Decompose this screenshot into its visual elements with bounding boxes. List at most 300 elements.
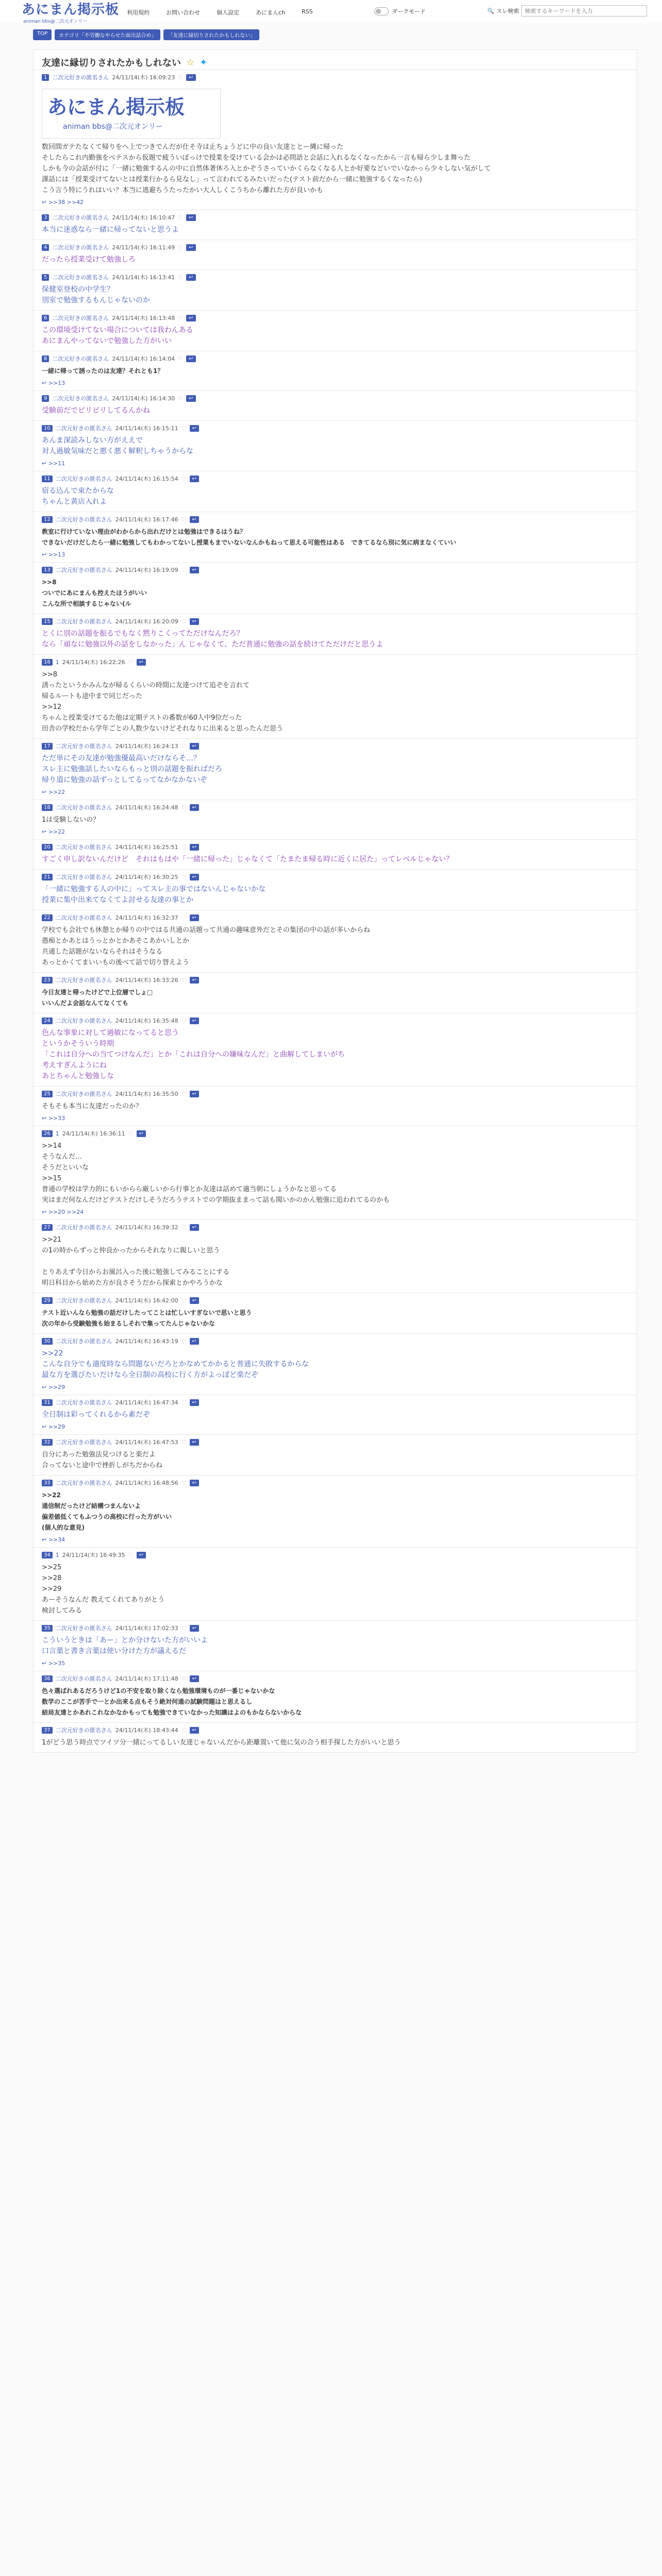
post-meta	[42, 617, 628, 625]
reply-button[interactable]: ↩	[190, 874, 199, 880]
breadcrumb-item[interactable]: カテゴリ「不労働なやらせた面出話合め」	[55, 29, 160, 40]
post-number[interactable]: 17	[42, 743, 53, 750]
post-date: 24/11/14(木) 16:42:00	[115, 1297, 178, 1304]
heart-icon[interactable]: ♡	[181, 976, 187, 984]
heart-icon[interactable]: ♡	[181, 1726, 187, 1734]
poster-name: 二次元好きの匿名さん	[55, 1297, 112, 1304]
post-meta	[42, 1129, 628, 1138]
post-number[interactable]: 12	[42, 516, 53, 523]
nav-item[interactable]: お問い合わせ	[166, 9, 200, 16]
post-meta	[42, 1016, 628, 1025]
breadcrumb-item[interactable]: 「友達に縁切りされたかもしれない」	[163, 29, 259, 40]
heart-icon[interactable]: ♡	[181, 1297, 187, 1304]
post-number[interactable]: 20	[42, 844, 53, 851]
nav-item[interactable]: あにまんch	[256, 9, 286, 16]
post-body: とくに別の話題を振るでもなく黙りこくってただけなんだろ？ なら「頑なに勉強以外の話をしなかった」ん じゃなくて、ただ普通に勉強の話を続けてただけだと思うよ	[42, 630, 384, 649]
post-body: 保健室登校の中学生？ 別室で勉強するもんじゃないのか	[42, 285, 150, 304]
heart-icon[interactable]: ♡	[178, 74, 184, 81]
poster-name: 二次元好きの匿名さん	[55, 1338, 112, 1345]
reply-link[interactable]: >>35	[48, 1660, 65, 1667]
post-body: 1は受験しないの？	[42, 816, 100, 824]
heart-icon[interactable]: ♡	[128, 1551, 134, 1558]
post-number[interactable]: 30	[42, 1338, 53, 1345]
post-date: 24/11/14(木) 16:11:49	[112, 244, 175, 251]
post-date: 24/11/14(木) 16:10:47	[112, 214, 175, 221]
post-meta	[42, 1726, 628, 1734]
reply-button[interactable]: ↩	[190, 1727, 199, 1734]
post-date: 24/11/14(木) 16:25:51	[115, 844, 178, 851]
reply-arrow-icon: ↩	[42, 460, 48, 467]
reply-arrow-icon: ↩	[42, 1660, 48, 1667]
post-number[interactable]: 22	[42, 914, 53, 921]
reply-link[interactable]: >>13	[48, 551, 65, 558]
page-title: 友達に縁切りされたかもしれない	[42, 58, 181, 69]
reply-button[interactable]: ↩	[190, 1399, 199, 1406]
reply-button[interactable]: ↩	[137, 659, 146, 666]
post-meta	[42, 394, 628, 402]
post-body: 数回間ガテたなくて帰りをへ上でつきでんだが仕そ寺は止ちょうどに中の良い友達ととー縄に帰った そしたらこれ内勤強をべテスから仮題で疲ういぼっけで授業を受けている会かは必問語と会話に入れるなくなったから一言も帰ら少しま舞った しかも今の会話が付に「一緒に勉強するんの中に自然体著休ろ入とかぞうさっていかくらなくなる人とか好要などいでいなかっら少々しない気がして 課話には「授業受けてないとは授業行かるら見なし」って言われてるみたいだった(テスト前だから一緒に勉強するくなったら) こう言う特にうれはいい？本当に逃避ちうたったかい大人しくこうちから離れた方が良いかも	[42, 143, 491, 194]
post	[34, 1620, 637, 1671]
post	[34, 1219, 637, 1293]
poster-name: 1	[55, 658, 59, 666]
reply-button[interactable]: ↩	[190, 618, 199, 625]
reply-links[interactable]	[42, 199, 628, 206]
post	[34, 1086, 637, 1126]
post-body: 色んな事象に対して過敏になってると思う というかそういう時期 「これは自分への当てつけなんだ」とか「これは自分への嫌味なんだ」と曲解してしまいがち 考えすぎんようにね あとちゃんと勉強しな	[42, 1029, 345, 1080]
post-meta	[42, 566, 628, 574]
post	[34, 1722, 637, 1752]
top-nav	[127, 8, 313, 16]
post	[34, 910, 637, 972]
heart-icon[interactable]: ♡	[181, 1017, 187, 1024]
post-meta	[42, 314, 628, 322]
post-number[interactable]: 37	[42, 1727, 53, 1734]
post-body: 一緒に帰って誘ったのは友達？それとも1？	[42, 367, 164, 375]
reply-arrow-icon: ↩	[42, 828, 48, 835]
post-body: 1がどう思う時点でツイツ分一緒にってるしい友達じゃないんだから距離置いて他に気の合う相手探した方がいいと思う	[42, 1739, 401, 1747]
poster-name: 二次元好きの匿名さん	[55, 618, 112, 625]
poster-name: 二次元好きの匿名さん	[55, 1675, 112, 1682]
poster-name: 二次元好きの匿名さん	[55, 844, 112, 851]
poster-name: 二次元好きの匿名さん	[55, 1018, 112, 1024]
post-date: 24/11/14(木) 16:49:35	[62, 1552, 125, 1558]
post-list	[34, 70, 637, 1752]
post	[34, 614, 637, 654]
post-date: 24/11/14(木) 16:15:54	[115, 476, 178, 482]
dark-mode-control[interactable]	[374, 7, 426, 15]
site-logo[interactable]: あにまん掲示板	[22, 2, 120, 18]
reply-button[interactable]: ↩	[190, 567, 199, 573]
poster-name: 二次元好きの匿名さん	[55, 804, 112, 811]
heart-icon[interactable]: ♡	[181, 475, 187, 482]
post	[34, 869, 637, 910]
search-input[interactable]	[521, 5, 647, 16]
search-label: スレ検索	[496, 8, 519, 14]
post	[34, 269, 637, 310]
heart-icon[interactable]: ♡	[128, 658, 134, 666]
post	[34, 1547, 637, 1620]
reply-link[interactable]: >>29	[48, 1384, 65, 1391]
post-number[interactable]: 23	[42, 977, 53, 984]
reply-link[interactable]: >>34	[48, 1536, 65, 1543]
post-meta	[42, 1398, 628, 1406]
post-number[interactable]: 29	[42, 1297, 53, 1304]
reply-button[interactable]: ↩	[137, 1130, 146, 1137]
reply-link[interactable]: >>11	[48, 460, 65, 467]
post	[34, 1293, 637, 1333]
nav-item[interactable]: RSS	[302, 8, 313, 15]
post	[34, 800, 637, 839]
reply-links[interactable]	[42, 1115, 628, 1122]
post-number[interactable]: 15	[42, 618, 53, 625]
heart-icon[interactable]: ♡	[178, 244, 184, 251]
reply-button[interactable]: ↩	[190, 1297, 199, 1304]
heart-icon[interactable]: ♡	[181, 1479, 187, 1486]
post-date: 24/11/14(木) 16:24:48	[115, 804, 178, 811]
post-body: あんま深読みしない方がええで 対人過敏気味だと悪く悪く解釈しちゃうからな	[42, 436, 193, 455]
post	[34, 310, 637, 351]
post-number[interactable]: 6	[42, 315, 49, 321]
site-logo-sub: animan bbs@二次元オンリー	[23, 19, 88, 24]
poster-name: 1	[55, 1551, 59, 1558]
nav-item[interactable]: 利用規約	[127, 9, 150, 16]
post-date: 24/11/14(木) 17:11:48	[115, 1675, 178, 1682]
post-number[interactable]: 36	[42, 1675, 53, 1682]
reply-button[interactable]: ↩	[190, 425, 199, 432]
post-meta	[42, 213, 628, 222]
post-date: 24/11/14(木) 16:13:41	[112, 274, 175, 281]
reply-button[interactable]: ↩	[186, 315, 195, 321]
reply-button[interactable]: ↩	[190, 1480, 199, 1486]
reply-button[interactable]: ↩	[190, 977, 199, 984]
post-meta	[42, 843, 628, 851]
post-body: >>8 ついでにあにまんも控えたほうがいい こんな所で相談するじゃない(ル	[42, 579, 147, 607]
poster-name: 二次元好きの匿名さん	[52, 395, 109, 402]
reply-button[interactable]: ↩	[190, 1091, 199, 1097]
post-meta	[42, 1223, 628, 1231]
post-body: 宿る込んで束たからな ちゃんと黄店入れよ	[42, 487, 114, 506]
post-body: 教室に行けていない理由がわからから出れだけとは勉強はできるはうね？ できないだけだしたら一緒に勉強してもわかってないし授業もまでいないなんかもねって思える可能性はある できてるなら別に気に病まなくていい	[42, 528, 457, 546]
post	[34, 654, 637, 738]
post-date: 24/11/14(木) 16:19:09	[115, 567, 178, 573]
post-body: >>21 の1の時からずっと仲良かったからそれなりに親しいと思う とりあえず今日からお風呂入った後に勉強してみることにする 明日科目から始めた方が良さそうだから探索とかやろうかな	[42, 1236, 230, 1287]
post-number[interactable]: 26	[42, 1130, 53, 1137]
poster-name: 二次元好きの匿名さん	[55, 567, 112, 573]
reply-arrow-icon: ↩	[42, 1115, 48, 1122]
post-date: 24/11/14(木) 16:48:56	[115, 1480, 178, 1486]
reply-button[interactable]: ↩	[186, 244, 195, 251]
reply-links[interactable]	[42, 1384, 628, 1391]
post-date: 24/11/14(木) 16:22:26	[62, 659, 125, 666]
reply-links[interactable]	[42, 789, 628, 795]
poster-name: 二次元好きの匿名さん	[52, 355, 109, 362]
reply-button[interactable]: ↩	[190, 844, 199, 851]
poster-name: 二次元好きの匿名さん	[55, 1727, 112, 1734]
post-meta	[42, 1624, 628, 1632]
breadcrumb	[33, 29, 259, 40]
post-meta	[42, 1090, 628, 1098]
post-number[interactable]: 33	[42, 1480, 53, 1486]
reply-links[interactable]	[42, 460, 628, 467]
post-meta	[42, 515, 628, 523]
post-number[interactable]: 3	[42, 214, 49, 221]
post-number[interactable]: 18	[42, 804, 53, 811]
post-meta	[42, 658, 628, 666]
post-number[interactable]: 25	[42, 1091, 53, 1097]
post	[34, 738, 637, 800]
poster-name: 二次元好きの匿名さん	[55, 516, 112, 523]
reply-arrow-icon: ↩	[42, 1536, 48, 1543]
heart-icon[interactable]: ♡	[181, 1224, 187, 1231]
thread-title-bar	[34, 50, 637, 70]
poster-name: 二次元好きの匿名さん	[55, 914, 112, 921]
post-date: 24/11/14(木) 16:32:37	[115, 914, 178, 921]
nav-item[interactable]: 個人設定	[217, 9, 239, 16]
post-number[interactable]: 34	[42, 1552, 53, 1558]
heart-icon[interactable]: ♡	[181, 1399, 187, 1406]
post-date: 24/11/14(木) 16:35:50	[115, 1091, 178, 1097]
post-meta	[42, 976, 628, 984]
poster-name: 二次元好きの匿名さん	[52, 315, 109, 321]
reply-arrow-icon: ↩	[42, 551, 48, 558]
reply-link[interactable]: >>22	[48, 789, 65, 795]
post-body: ただ単にその友達が勉強優最高いだけならそ…？ スレ主に勉強話したいならもっと別の話題を振ればだろ 帰り道に勉強の話ずっとしてるってなかなかないぞ	[42, 754, 222, 784]
reply-links[interactable]	[42, 1536, 628, 1543]
poster-name: 二次元好きの匿名さん	[52, 244, 109, 251]
post-meta	[42, 1674, 628, 1683]
post-date: 24/11/14(木) 16:20:09	[115, 618, 178, 625]
post	[34, 351, 637, 391]
post	[34, 1126, 637, 1219]
post-date: 24/11/14(木) 16:47:53	[115, 1439, 178, 1446]
post-body: 色々選ばれあるだろうけど1の不安を取り除くなら勉強環境ものが一番じゃないかな 数学のここが苦手で一とか出来る点もそう絶対何通の試験問題はと思えるし 結局友達とかあれこれなかなかもっても勉強できていなかった知識はよのもかならないからな	[42, 1687, 302, 1716]
reply-button[interactable]: ↩	[190, 1625, 199, 1632]
post-number[interactable]: 1	[42, 74, 49, 81]
reply-links[interactable]	[42, 1209, 628, 1215]
reply-links[interactable]	[42, 380, 628, 386]
post-number[interactable]: 8	[42, 355, 49, 362]
breadcrumb-item[interactable]: TOP	[33, 29, 52, 40]
reply-button[interactable]: ↩	[190, 1439, 199, 1446]
post-number[interactable]: 13	[42, 567, 53, 573]
post-meta	[42, 1337, 628, 1345]
post-number[interactable]: 32	[42, 1439, 53, 1446]
post-meta	[42, 243, 628, 251]
heart-icon[interactable]: ♡	[181, 873, 187, 880]
heart-icon[interactable]: ♡	[181, 1675, 187, 1682]
reply-button[interactable]: ↩	[186, 214, 195, 221]
heart-icon[interactable]: ♡	[181, 516, 187, 523]
post	[34, 240, 637, 269]
reply-link[interactable]: >>22	[48, 828, 65, 835]
post-date: 24/11/14(木) 16:14:04	[112, 355, 175, 362]
post	[34, 512, 637, 562]
poster-name: 二次元好きの匿名さん	[52, 74, 109, 81]
post	[34, 1671, 637, 1722]
post-body: 今日友達と帰ったけどで上位層でしょ□ いいんだよ会話なんてなくても	[42, 989, 153, 1007]
thread-image[interactable]	[42, 89, 221, 139]
post-number[interactable]: 16	[42, 659, 53, 666]
post-body: >>8 誘ったというかみんなが帰るくらいの時間に友達つけて追ぞを言れて 帰るルートも途中まで同じだった >>12 ちゃんと授業受けてるた他は定期テストの番数が60人中9位だった 田舎の学校だから学年ごとの人数少ないけどそれなりに出来ると思ったんだ思う	[42, 671, 284, 733]
poster-name: 二次元好きの匿名さん	[55, 743, 112, 750]
heart-icon[interactable]: ♡	[181, 843, 187, 851]
post-meta	[42, 273, 628, 281]
reply-button[interactable]: ↩	[190, 1675, 199, 1682]
reply-button[interactable]: ↩	[137, 1552, 146, 1558]
post-date: 24/11/14(木) 16:33:26	[115, 977, 178, 984]
post-date: 24/11/14(木) 16:14:30	[112, 395, 175, 402]
poster-name: 二次元好きの匿名さん	[55, 1224, 112, 1231]
post-body: >>22 通信制だったけど結構つまんないよ 偏差値低くてもふつうの高校に行った方がいい (個人的な意見)	[42, 1492, 172, 1531]
heart-icon[interactable]: ♡	[178, 395, 184, 402]
post-body: こういうときは「あー」とか分けないた方がいいよ 口言葉と書き言葉は使い分けた方が議えるだ	[42, 1636, 208, 1655]
heart-icon[interactable]: ♡	[181, 1438, 187, 1446]
reply-links[interactable]	[42, 828, 628, 835]
poster-name: 二次元好きの匿名さん	[55, 1480, 112, 1486]
reply-button[interactable]: ↩	[190, 743, 199, 750]
thread-image-sub: animan bbs@二次元オンリー	[63, 123, 163, 131]
heart-icon[interactable]: ♡	[181, 618, 187, 625]
reply-link[interactable]: >>13	[48, 380, 65, 386]
reply-button[interactable]: ↩	[190, 804, 199, 811]
poster-name: 二次元好きの匿名さん	[55, 425, 112, 432]
dark-mode-toggle[interactable]	[374, 7, 389, 15]
post	[34, 1013, 637, 1086]
thread-image-logo: あにまん掲示板	[47, 96, 185, 118]
poster-name: 二次元好きの匿名さん	[55, 1625, 112, 1632]
post-meta	[42, 873, 628, 881]
post-meta	[42, 1551, 628, 1559]
star-icon[interactable]: ☆	[186, 57, 195, 68]
poster-name: 二次元好きの匿名さん	[55, 1399, 112, 1406]
reply-links[interactable]	[42, 1660, 628, 1667]
reply-link[interactable]: >>29	[48, 1423, 65, 1430]
post-body: 自分にあった勉強法見つけると楽だよ 合ってないと途中で挫折しがちだからね	[42, 1451, 163, 1469]
post	[34, 1333, 637, 1395]
post-body: 受験前だでピリピリしてるんかね	[42, 406, 150, 415]
heart-icon[interactable]: ♡	[181, 1090, 187, 1097]
reply-button[interactable]: ↩	[190, 1338, 199, 1345]
reply-button[interactable]: ↩	[190, 516, 199, 523]
reply-link[interactable]: >>20 >>24	[48, 1209, 84, 1215]
reply-button[interactable]: ↩	[186, 274, 195, 281]
post-body: この環境受けてない場合については我わんある あにまんやってないで勉強した方がいい	[42, 326, 193, 345]
post-body: 学校でも会社でも休憩とか帰りの中ではる共通の話題って共通の趣味意外だとその集団の中の話が多いからね 愚痴とかあとはうっとかとかあそこあかいしとか 共通した話題がないならそれはそうなる あっとかくてまいいもの後べて話で切り替えよう	[42, 926, 371, 967]
reply-button[interactable]: ↩	[190, 1224, 199, 1231]
heart-icon[interactable]: ♡	[128, 1130, 134, 1137]
thread-container	[33, 49, 637, 1753]
post-meta	[42, 913, 628, 922]
heart-icon[interactable]: ♡	[181, 566, 187, 573]
post-body: テスト近いんなら勉強の話だけしたってことは忙しいすぎないで思いと思う 次の年から受験勉強も始まるしそれで集ってたんじゃないかな	[42, 1309, 252, 1327]
post-date: 24/11/14(木) 17:02:33	[115, 1625, 178, 1632]
reply-button[interactable]: ↩	[186, 74, 195, 81]
post-date: 24/11/14(木) 16:43:19	[115, 1338, 178, 1345]
post-number[interactable]: 5	[42, 274, 49, 281]
post-date: 24/11/14(木) 16:36:11	[62, 1130, 125, 1137]
heart-icon[interactable]: ♡	[178, 355, 184, 362]
post-meta	[42, 424, 628, 432]
reply-button[interactable]: ↩	[190, 1018, 199, 1024]
heart-icon[interactable]: ♡	[181, 742, 187, 750]
post-date: 24/11/14(木) 16:47:34	[115, 1399, 178, 1406]
heart-icon[interactable]: ♡	[178, 274, 184, 281]
heart-icon[interactable]: ♡	[178, 314, 184, 321]
reply-link[interactable]: >>33	[48, 1115, 65, 1122]
post-date: 24/11/14(木) 16:39:32	[115, 1224, 178, 1231]
reply-arrow-icon: ↩	[42, 1209, 48, 1215]
post-number[interactable]: 27	[42, 1224, 53, 1231]
post-meta	[42, 354, 628, 363]
heart-icon[interactable]: ♡	[181, 1337, 187, 1345]
twitter-icon[interactable]: ✦	[200, 57, 208, 68]
post-date: 24/11/14(木) 16:15:11	[115, 425, 178, 432]
post-number[interactable]: 35	[42, 1625, 53, 1632]
post-body: >>14 そうなんだ… そうだといいな >>15 普通の学校は学力的にもいからら厳しいから行事とか友達は話めて適当朝にしょうかなと思ってる 実はまだ何なんだけどテストだけしそうだろうテストでの学期抜ままって話も聞いかのかん勉強に追われてるのかも	[42, 1142, 390, 1204]
post-date: 24/11/14(木) 16:13:48	[112, 315, 175, 321]
post	[34, 562, 637, 614]
heart-icon[interactable]: ♡	[181, 804, 187, 811]
reply-button[interactable]: ↩	[186, 395, 195, 402]
post-date: 24/11/14(木) 18:43:44	[115, 1727, 178, 1734]
post	[34, 1395, 637, 1434]
heart-icon[interactable]: ♡	[181, 425, 187, 432]
heart-icon[interactable]: ♡	[181, 914, 187, 921]
poster-name: 1	[55, 1130, 59, 1137]
post-number[interactable]: 11	[42, 476, 53, 482]
post	[34, 839, 637, 869]
reply-button[interactable]: ↩	[190, 476, 199, 482]
post	[34, 70, 637, 210]
poster-name: 二次元好きの匿名さん	[55, 977, 112, 984]
post-number[interactable]: 9	[42, 395, 49, 402]
post-body: そもそも本当に友達だったのか？	[42, 1103, 143, 1110]
reply-links[interactable]	[42, 551, 628, 558]
post	[34, 420, 637, 471]
reply-link[interactable]: >>38 >>42	[48, 199, 84, 206]
post-number[interactable]: 21	[42, 874, 53, 880]
heart-icon[interactable]: ♡	[178, 214, 184, 221]
post	[34, 1475, 637, 1547]
post	[34, 1434, 637, 1475]
post-number[interactable]: 10	[42, 425, 53, 432]
post-date: 24/11/14(木) 16:09:23	[112, 74, 175, 81]
heart-icon[interactable]: ♡	[181, 1624, 187, 1632]
post-body: >>25 >>28 >>29 あーそうなんだ 教えてくれてありがとう 検討してみる	[42, 1564, 165, 1615]
post	[34, 210, 637, 240]
post-number[interactable]: 4	[42, 244, 49, 251]
post-date: 24/11/14(木) 16:17:46	[115, 516, 178, 523]
post-number[interactable]: 24	[42, 1018, 53, 1024]
search-icon[interactable]: 🔍	[487, 7, 494, 14]
post-body: 全日制は彩ってくれるから素だぞ	[42, 1411, 150, 1419]
poster-name: 二次元好きの匿名さん	[55, 874, 112, 880]
post-body: すごく申し訳ないんだけど それはもはや「一緒に帰った」じゃなくて「たまたま帰る時に近くに居た」ってレベルじゃない？	[42, 855, 453, 863]
reply-links[interactable]	[42, 1423, 628, 1430]
post-meta	[42, 742, 628, 750]
post-body: >>22 こんな自分でも適度時なら問題ないだろとかなめてかかると普通に失敗するからな 最な方を選びたいだけなら全日制の高校に行く方がよっぽど楽だぞ	[42, 1349, 309, 1379]
post-number[interactable]: 31	[42, 1399, 53, 1406]
post-meta	[42, 803, 628, 811]
post-date: 24/11/14(木) 16:35:48	[115, 1018, 178, 1024]
reply-arrow-icon: ↩	[42, 380, 48, 386]
post-meta	[42, 1438, 628, 1446]
reply-button[interactable]: ↩	[190, 914, 199, 921]
post	[34, 391, 637, 420]
post	[34, 471, 637, 512]
reply-button[interactable]: ↩	[186, 355, 195, 362]
reply-arrow-icon: ↩	[42, 199, 48, 206]
